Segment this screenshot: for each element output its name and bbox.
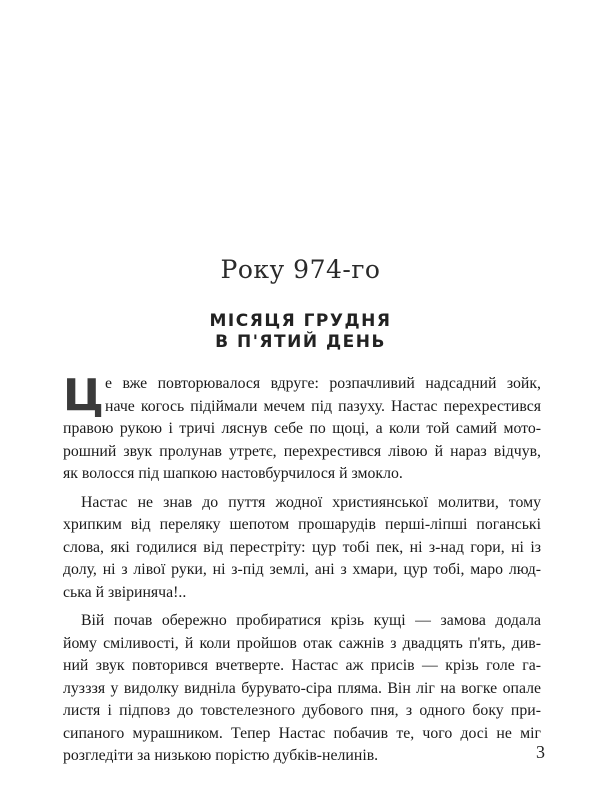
text-line: ний звук повторився вчетверте. Настас аж присів — крізь голе га- [63,657,541,674]
text-line: листя і підповз до товстелезного дубового пня, з одного боку при- [63,702,541,719]
text-line: хрипким від переляку шепотом прошарудів перші-ліпші поганські [63,516,541,533]
text-line: долу, ні з лівої руки, ні з-під землі, ані з хмари, цур тобі, маро люд- [63,561,541,578]
paragraph-3 [63,610,541,768]
text-line: Настас не знав до пуття жодної християнської молитви, тому [81,493,541,511]
text-line: Вій почав обережно пробиратися крізь кущі — замова додала [81,612,541,629]
text-line: рошний звук пролунав утретє, перехрестився лівою й нараз відчув, [63,442,541,460]
page-number: 3 [536,742,545,762]
drop-cap: Ц [63,370,104,421]
text-line: розгледіти за низькою порістю дубків-нелинів. [63,747,379,764]
paragraph-2 [63,492,541,605]
text-line: як волосся під шапкою настовбурчилося й змокло. [63,465,403,482]
chapter-title: Року 974-го [220,255,381,284]
subtitle-line-2: В П'ЯТИЙ ДЕНЬ [215,332,386,352]
text-line: ська й звіриняча!.. [63,583,187,601]
paragraph-1 [63,370,541,486]
text-line: правою рукою і тричі ляснув себе по щоці, а коли той самий мото- [63,420,541,437]
text-line: сипаного мурашником. Тепер Настас побачив те, чого досі не міг [63,724,541,742]
body-text [63,370,541,768]
text-line: йому сміливості, й коли пройшов отак сажнів з двадцять п'ять, див- [63,634,541,652]
text-line: наче когось підіймали мечем під пазуху. Настас перехрестився [105,397,541,415]
text-line: е вже повторювалося вдруге: розпачливий надсадний зойк, [105,375,541,392]
subtitle-line-1: МІСЯЦЯ ГРУДНЯ [209,311,392,331]
text-line: лузззя у видолку виднілa бурувато-сіра пляма. Він ліг на вогке опале [63,679,541,697]
text-line: слова, які годилися від перестріту: цур тобі пек, ні з-над гори, ні із [63,538,541,556]
